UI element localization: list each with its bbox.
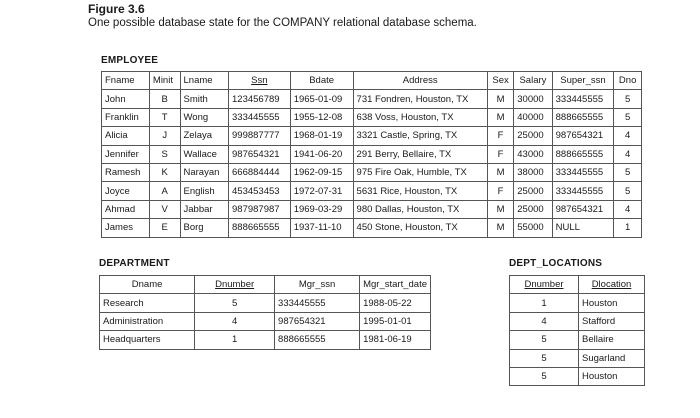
column-header: Dname	[100, 276, 195, 294]
table-cell: 3321 Castle, Spring, TX	[353, 127, 487, 145]
table-row	[510, 312, 645, 330]
figure-title: Figure 3.6	[88, 2, 145, 16]
table-cell: 666884444	[229, 163, 291, 181]
table-cell: K	[149, 163, 180, 181]
table-cell: Borg	[180, 219, 229, 237]
dept-locations-header-row	[510, 276, 645, 294]
table-row	[100, 312, 431, 330]
table-row	[510, 349, 645, 367]
table-cell: E	[149, 219, 180, 237]
column-header-primary-key: Ssn	[229, 72, 291, 90]
employee-table-title: EMPLOYEE	[101, 55, 159, 66]
table-cell: 1969-03-29	[290, 200, 353, 218]
table-cell: B	[149, 90, 180, 108]
table-cell: M	[487, 200, 513, 218]
table-cell: 5	[614, 90, 642, 108]
table-cell: 333445555	[552, 163, 614, 181]
table-cell: 5	[510, 331, 579, 349]
table-cell: Research	[100, 294, 195, 312]
table-cell: 888665555	[552, 145, 614, 163]
table-cell: F	[487, 145, 513, 163]
column-header: Fname	[102, 72, 150, 90]
table-cell: 43000	[514, 145, 552, 163]
table-cell: Wallace	[180, 145, 229, 163]
table-cell: 1	[614, 219, 642, 237]
table-cell: 5	[510, 349, 579, 367]
table-cell: F	[487, 127, 513, 145]
table-row	[510, 331, 645, 349]
table-cell: English	[180, 182, 229, 200]
table-cell: Narayan	[180, 163, 229, 181]
dept-locations-table-title: DEPT_LOCATIONS	[509, 258, 603, 269]
table-cell: 30000	[514, 90, 552, 108]
column-header-primary-key: Dnumber	[510, 276, 579, 294]
column-header: Sex	[487, 72, 513, 90]
table-row	[102, 200, 642, 218]
table-row	[102, 163, 642, 181]
table-cell: 888665555	[552, 108, 614, 126]
column-header: Mgr_start_date	[360, 276, 431, 294]
column-header-primary-key: Dnumber	[195, 276, 275, 294]
table-row	[102, 108, 642, 126]
table-cell: M	[487, 108, 513, 126]
column-header: Salary	[514, 72, 552, 90]
column-header: Bdate	[290, 72, 353, 90]
table-cell: M	[487, 219, 513, 237]
column-header: Mgr_ssn	[275, 276, 360, 294]
table-cell: 888665555	[229, 219, 291, 237]
table-row	[102, 145, 642, 163]
table-row	[102, 127, 642, 145]
table-cell: 1941-06-20	[290, 145, 353, 163]
table-cell: 1981-06-19	[360, 331, 431, 349]
table-cell: F	[487, 182, 513, 200]
table-cell: 987654321	[229, 145, 291, 163]
table-cell: 123456789	[229, 90, 291, 108]
table-cell: 1	[510, 294, 579, 312]
table-cell: 1988-05-22	[360, 294, 431, 312]
table-cell: 291 Berry, Bellaire, TX	[353, 145, 487, 163]
table-cell: NULL	[552, 219, 614, 237]
table-cell: 1937-11-10	[290, 219, 353, 237]
table-cell: Joyce	[102, 182, 150, 200]
table-cell: 333445555	[552, 90, 614, 108]
table-cell: Houston	[579, 367, 645, 385]
table-cell: 1965-01-09	[290, 90, 353, 108]
table-cell: Ramesh	[102, 163, 150, 181]
table-cell: 987654321	[275, 312, 360, 330]
table-cell: 1968-01-19	[290, 127, 353, 145]
department-header-row	[100, 276, 431, 294]
figure-caption: One possible database state for the COMPANY relational database schema.	[88, 17, 477, 29]
department-table	[99, 275, 431, 350]
table-cell: 1	[195, 331, 275, 349]
table-cell: 987987987	[229, 200, 291, 218]
table-cell: 5	[614, 163, 642, 181]
employee-header-row	[102, 72, 642, 90]
table-cell: 25000	[514, 127, 552, 145]
table-cell: 731 Fondren, Houston, TX	[353, 90, 487, 108]
column-header: Address	[353, 72, 487, 90]
table-cell: Alicia	[102, 127, 150, 145]
table-cell: 4	[614, 127, 642, 145]
table-cell: 38000	[514, 163, 552, 181]
table-cell: 5	[195, 294, 275, 312]
table-cell: 1995-01-01	[360, 312, 431, 330]
table-cell: 450 Stone, Houston, TX	[353, 219, 487, 237]
table-cell: 55000	[514, 219, 552, 237]
table-cell: J	[149, 127, 180, 145]
table-cell: 25000	[514, 200, 552, 218]
column-header: Minit	[149, 72, 180, 90]
table-cell: Smith	[180, 90, 229, 108]
table-row	[102, 182, 642, 200]
table-cell: 40000	[514, 108, 552, 126]
table-cell: 638 Voss, Houston, TX	[353, 108, 487, 126]
table-cell: 5	[614, 108, 642, 126]
table-row	[100, 294, 431, 312]
table-cell: V	[149, 200, 180, 218]
table-cell: Sugarland	[579, 349, 645, 367]
table-cell: Jennifer	[102, 145, 150, 163]
column-header: Super_ssn	[552, 72, 614, 90]
table-cell: S	[149, 145, 180, 163]
table-cell: 333445555	[229, 108, 291, 126]
table-cell: 4	[195, 312, 275, 330]
table-cell: 5	[510, 367, 579, 385]
table-cell: 1962-09-15	[290, 163, 353, 181]
table-cell: Administration	[100, 312, 195, 330]
table-cell: A	[149, 182, 180, 200]
table-cell: Ahmad	[102, 200, 150, 218]
table-cell: 5	[614, 182, 642, 200]
table-cell: Jabbar	[180, 200, 229, 218]
table-cell: 453453453	[229, 182, 291, 200]
department-table-title: DEPARTMENT	[99, 258, 170, 269]
table-cell: 987654321	[552, 127, 614, 145]
table-cell: 4	[614, 145, 642, 163]
table-cell: 4	[510, 312, 579, 330]
column-header-primary-key: Dlocation	[579, 276, 645, 294]
column-header: Dno	[614, 72, 642, 90]
table-cell: Stafford	[579, 312, 645, 330]
table-cell: 1972-07-31	[290, 182, 353, 200]
table-cell: 888665555	[275, 331, 360, 349]
table-cell: 987654321	[552, 200, 614, 218]
table-cell: M	[487, 90, 513, 108]
table-cell: 5631 Rice, Houston, TX	[353, 182, 487, 200]
table-cell: Houston	[579, 294, 645, 312]
table-cell: John	[102, 90, 150, 108]
table-cell: 999887777	[229, 127, 291, 145]
table-row	[510, 294, 645, 312]
table-cell: 4	[614, 200, 642, 218]
table-cell: Zelaya	[180, 127, 229, 145]
table-cell: 1955-12-08	[290, 108, 353, 126]
table-cell: James	[102, 219, 150, 237]
table-cell: 333445555	[552, 182, 614, 200]
column-header: Lname	[180, 72, 229, 90]
table-row	[100, 331, 431, 349]
dept-locations-table	[509, 275, 645, 386]
table-cell: M	[487, 163, 513, 181]
table-cell: 980 Dallas, Houston, TX	[353, 200, 487, 218]
table-cell: Bellaire	[579, 331, 645, 349]
table-row	[102, 219, 642, 237]
table-cell: 25000	[514, 182, 552, 200]
table-cell: Headquarters	[100, 331, 195, 349]
table-cell: Franklin	[102, 108, 150, 126]
employee-table	[101, 71, 642, 238]
table-row	[102, 90, 642, 108]
table-row	[510, 367, 645, 385]
table-cell: 333445555	[275, 294, 360, 312]
table-cell: 975 Fire Oak, Humble, TX	[353, 163, 487, 181]
table-cell: Wong	[180, 108, 229, 126]
table-cell: T	[149, 108, 180, 126]
